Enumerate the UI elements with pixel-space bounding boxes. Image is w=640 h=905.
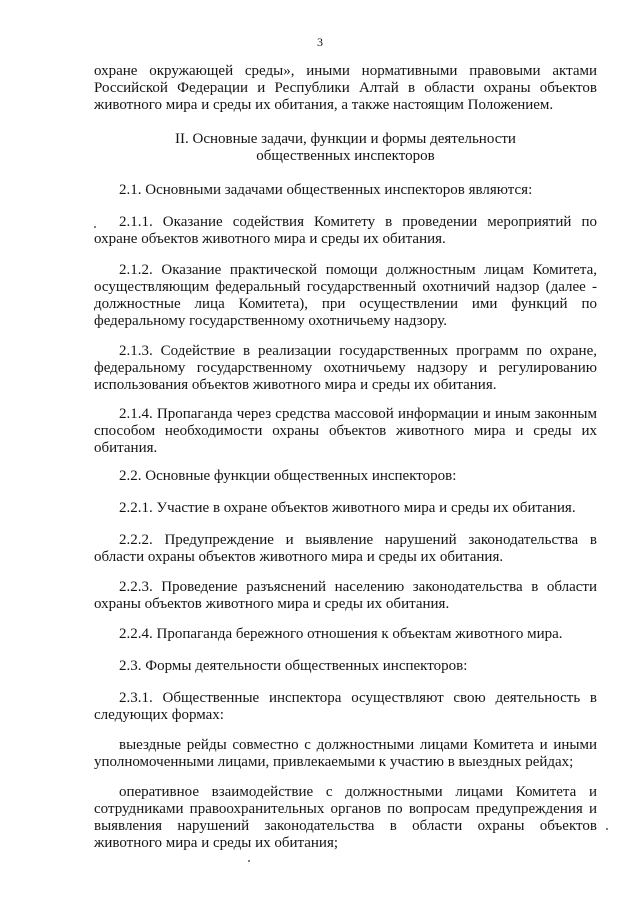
paragraph-2-1-2: 2.1.2. Оказание практической помощи должностным лицам Комитета, осуществляющим федеральный государственный охотничий надзор (далее - должностные лица Комитета), при осуществлении ими функций по федеральному государственному охотничьему надзору. <box>94 262 597 329</box>
intro-paragraph: охране окружающей среды», иными нормативными правовыми актами Российской Федерации и Республики Алтай в области охраны объектов животного мира и среды их обитания, а также настоящим Положением. <box>94 63 597 113</box>
paragraph-2-1-4: 2.1.4. Пропаганда через средства массовой информации и иным законным способом необходимости охраны объектов животного мира и среды их обитания. <box>94 406 597 456</box>
paragraph-2-1-1: 2.1.1. Оказание содействия Комитету в проведении мероприятий по охране объектов животного мира и среды их обитания. <box>94 214 597 247</box>
scan-speck <box>94 226 96 228</box>
paragraph-2-3-1: 2.3.1. Общественные инспектора осуществляют свою деятельность в следующих формах: <box>94 690 597 723</box>
scan-speck <box>606 828 608 830</box>
paragraph-2-3: 2.3. Формы деятельности общественных инспекторов: <box>119 658 468 674</box>
paragraph-2-2-1: 2.2.1. Участие в охране объектов животного мира и среды их обитания. <box>119 500 576 516</box>
section-title-line-2: общественных инспекторов <box>256 148 435 164</box>
list-item-raids: выездные рейды совместно с должностными лицами Комитета и иными уполномоченными лицами, привлекаемыми к участию в выездных рейдах; <box>94 737 597 770</box>
scan-speck <box>248 860 250 862</box>
list-item-cooperation: оперативное взаимодействие с должностными лицами Комитета и сотрудниками правоохранительных органов по вопросам предупреждения и выявления нарушений законодательства в области охраны объектов животного мира и среды их обитания; <box>94 784 597 851</box>
paragraph-2-2-4: 2.2.4. Пропаганда бережного отношения к объектам животного мира. <box>119 626 563 642</box>
page-number: 3 <box>317 35 323 49</box>
paragraph-2-2: 2.2. Основные функции общественных инспекторов: <box>119 468 457 484</box>
paragraph-2-2-2: 2.2.2. Предупреждение и выявление нарушений законодательства в области охраны объектов животного мира и среды их обитания. <box>94 532 597 565</box>
paragraph-2-2-3: 2.2.3. Проведение разъяснений населению законодательства в области охраны объектов животного мира и среды их обитания. <box>94 579 597 612</box>
paragraph-2-1-3: 2.1.3. Содействие в реализации государственных программ по охране, федеральному государственному охотничьему надзору и регулированию использования объектов животного мира и среды их обитания. <box>94 343 597 393</box>
section-title-line-1: II. Основные задачи, функции и формы деятельности <box>175 131 516 147</box>
paragraph-2-1: 2.1. Основными задачами общественных инспекторов являются: <box>119 182 533 198</box>
